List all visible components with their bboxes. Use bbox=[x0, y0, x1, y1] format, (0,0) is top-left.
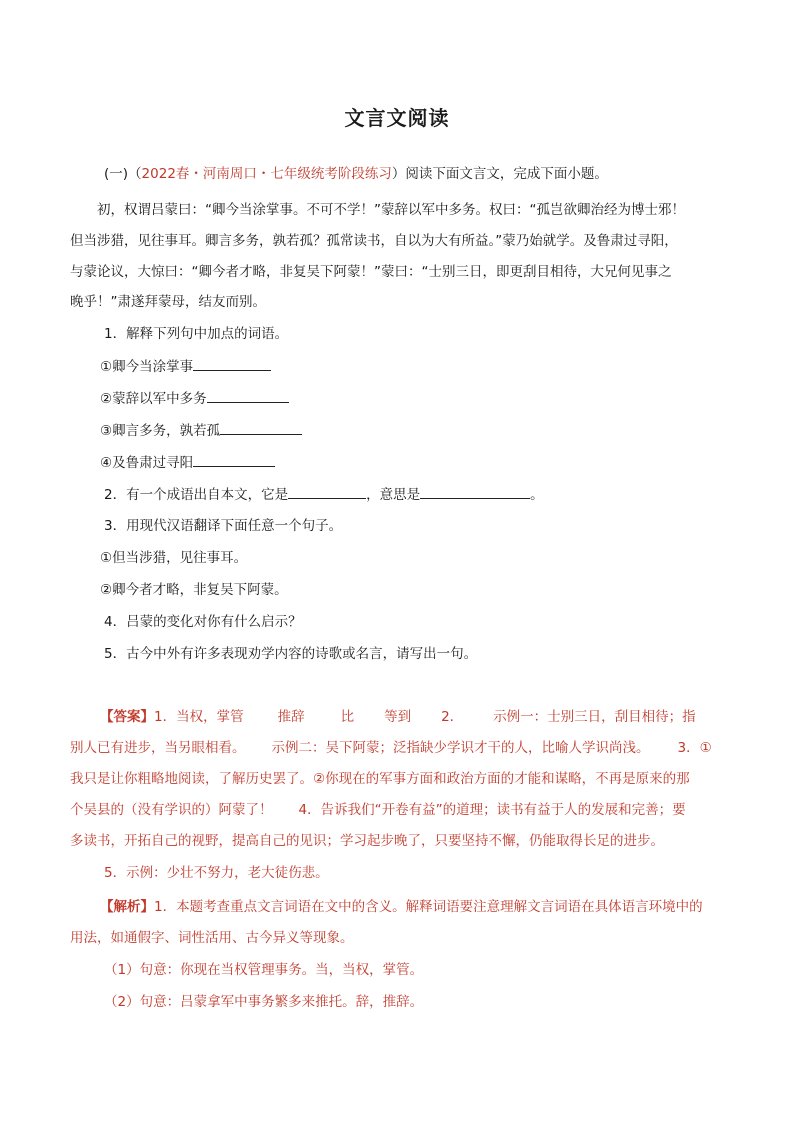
answer-tag: 【答案】 bbox=[100, 709, 154, 725]
answer-text: 4．告诉我们“开卷有益”的道理；读书有益于人的发展和完善；要 bbox=[298, 802, 686, 818]
q1-item-text: ③卿言多务，孰若孤 bbox=[100, 423, 221, 439]
answer-line: 多读书，开拓自己的视野，提高自己的见识；学习起步晚了，只要坚持不懈，仍能取得长足的进步。 bbox=[70, 833, 664, 849]
answer-text: 推辞 bbox=[277, 709, 305, 725]
answer-line: 我只是让你粗略地阅读，了解历史罢了。②你现在的军事方面和政治方面的才能和谋略，不再是原来的那 bbox=[70, 771, 690, 787]
answer-text: 示例一：士别三日，刮目相待；指 bbox=[493, 709, 696, 725]
q1-item bbox=[100, 452, 275, 473]
answer-line bbox=[70, 738, 712, 758]
intro-source: 2022春・河南周口・七年级统考阶段练习 bbox=[141, 166, 392, 182]
answer-text: 比 bbox=[340, 709, 355, 725]
answer-blank[interactable] bbox=[193, 452, 275, 467]
intro-line bbox=[104, 164, 608, 184]
q1-item bbox=[100, 420, 302, 441]
answer-blank-idiom[interactable] bbox=[288, 484, 366, 499]
answer-text: 个吴县的（没有学识的）阿蒙了！ bbox=[70, 802, 273, 818]
analysis-line: （2）句意：吕蒙拿军中事务繁多来推托。辞，推辞。 bbox=[104, 994, 424, 1010]
answer-blank-meaning[interactable] bbox=[420, 484, 530, 499]
analysis-text: 1．本题考查重点文言词语在文中的含义。解释词语要注意理解文言词语在具体语言环境中的 bbox=[154, 899, 703, 915]
q1-item bbox=[100, 388, 289, 409]
intro-suffix: ）阅读下面文言文，完成下面小题。 bbox=[391, 166, 608, 182]
page-title: 文言文阅读 bbox=[344, 106, 450, 130]
answer-blank[interactable] bbox=[193, 356, 271, 371]
q1-item-text: ④及鲁肃过寻阳 bbox=[100, 455, 194, 471]
answer-line bbox=[70, 800, 686, 820]
passage-line: 与蒙论议，大惊曰：“卿今者才略，非复吴下阿蒙！”蒙曰：“士别三日，即更刮目相待，大兄何见事之 bbox=[70, 264, 672, 280]
q3-item: ①但当涉猎，见往事耳。 bbox=[100, 550, 248, 566]
passage-line: 晚乎！”肃遂拜蒙母，结友而别。 bbox=[70, 294, 266, 310]
analysis-line: 用法，如通假字、词性活用、古今异义等现象。 bbox=[70, 930, 354, 946]
question-2 bbox=[104, 484, 544, 505]
answer-text: 1．当权，掌管 bbox=[154, 709, 244, 725]
question-1: 1．解释下列句中加点的词语。 bbox=[104, 326, 289, 342]
answer-text: 2． bbox=[441, 709, 464, 725]
q2-text-c: 。 bbox=[530, 487, 544, 503]
answer-blank[interactable] bbox=[207, 388, 289, 403]
question-4: 4．吕蒙的变化对你有什么启示？ bbox=[104, 614, 302, 630]
q1-item-text: ②蒙辞以军中多务 bbox=[100, 391, 207, 407]
question-3: 3．用现代汉语翻译下面任意一个句子。 bbox=[104, 518, 343, 534]
passage-line: 但当涉猎，见往事耳。卿言多务，孰若孤？孤常读书，自以为大有所益。”蒙乃始就学。及鲁肃过寻阳， bbox=[70, 233, 678, 249]
q1-item bbox=[100, 356, 271, 377]
q2-text-b: ，意思是 bbox=[366, 487, 421, 503]
answer-text: 3．① bbox=[677, 740, 712, 756]
q3-item: ②卿今者才略，非复吴下阿蒙。 bbox=[100, 582, 288, 598]
intro-prefix: (一)（ bbox=[104, 166, 142, 182]
answer-text: 示例二：吴下阿蒙；泛指缺少学识才干的人，比喻人学识尚浅。 bbox=[271, 740, 650, 756]
passage-line: 初，权谓吕蒙曰：“卿今当涂掌事。不可不学！”蒙辞以军中多务。权曰：“孤岂欲卿治经为博士邪！ bbox=[97, 202, 685, 218]
answer-text: 别人已有进步，当另眼相看。 bbox=[70, 740, 246, 756]
answer-text: 等到 bbox=[384, 709, 412, 725]
analysis-line bbox=[100, 897, 703, 917]
q2-text-a: 2．有一个成语出自本文，它是 bbox=[104, 487, 289, 503]
q1-item-text: ①卿今当涂掌事 bbox=[100, 359, 194, 375]
analysis-line: （1）句意：你现在当权管理事务。当，当权，掌管。 bbox=[104, 962, 424, 978]
analysis-tag: 【解析】 bbox=[100, 899, 154, 915]
question-5: 5．古今中外有许多表现劝学内容的诗歌或名言，请写出一句。 bbox=[104, 646, 478, 662]
answer-line bbox=[100, 707, 696, 727]
answer-line: 5．示例：少壮不努力，老大徒伤悲。 bbox=[104, 865, 329, 881]
answer-blank[interactable] bbox=[220, 420, 302, 435]
